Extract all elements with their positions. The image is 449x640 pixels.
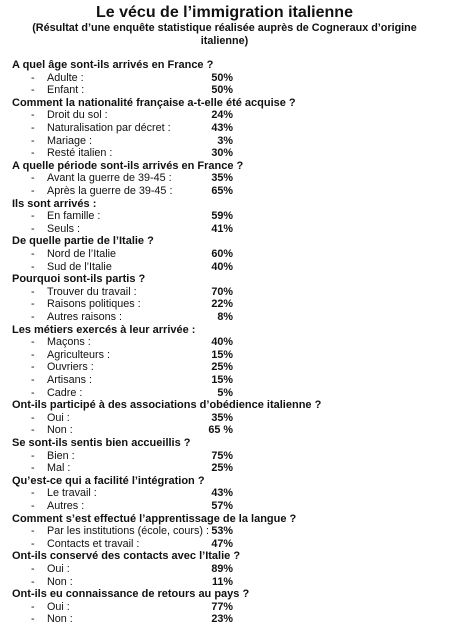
bullet-dash: - <box>31 185 35 197</box>
bullet-dash: - <box>31 210 35 223</box>
bullet-dash: - <box>31 424 35 437</box>
question-heading: Comment la nationalité française a-t-elle été acquise ? <box>12 96 296 109</box>
answer-label: Autres raisons : <box>47 311 123 323</box>
answer-percentage: 25% <box>211 361 233 374</box>
answer-label: Non : <box>47 613 73 626</box>
answer-percentage: 70% <box>211 285 233 298</box>
answer-row <box>0 248 449 261</box>
bullet-dash: - <box>31 600 35 613</box>
answer-label: Par les institutions (école, cours) : <box>47 525 210 538</box>
answer-label: Non : <box>47 424 73 437</box>
answer-label: Agriculteurs : <box>47 348 111 361</box>
question-heading: Comment s’est effectué l’apprentissage de la langue ? <box>12 512 297 525</box>
bullet-dash: - <box>31 575 35 588</box>
answer-row <box>0 563 449 576</box>
bullet-dash: - <box>31 361 35 374</box>
answer-percentage: 35% <box>211 411 233 424</box>
answer-row <box>0 135 449 148</box>
answer-label: Cadre : <box>47 386 83 399</box>
bullet-dash: - <box>31 386 35 399</box>
answer-label: Sud de l’Italie <box>47 260 112 273</box>
answer-percentage: 60% <box>211 248 233 260</box>
answer-row <box>0 336 449 349</box>
answer-label: Trouver du travail : <box>47 285 137 298</box>
answer-row <box>0 487 449 500</box>
question-heading: Pourquoi sont-ils partis ? <box>12 273 146 286</box>
answer-row <box>0 147 449 160</box>
answer-percentage: 40% <box>211 336 233 349</box>
bullet-dash: - <box>31 449 35 462</box>
answer-row <box>0 361 449 374</box>
answer-row <box>0 261 449 274</box>
answer-percentage: 11% <box>211 575 233 588</box>
answer-row <box>0 84 449 97</box>
answer-label: Autres : <box>47 500 85 512</box>
answer-row <box>0 286 449 299</box>
bullet-dash: - <box>31 109 35 122</box>
subtitle-line-2: italienne) <box>200 35 249 47</box>
answer-percentage: 5% <box>217 386 233 399</box>
answer-label: Artisans : <box>47 374 93 386</box>
bullet-dash: - <box>31 222 35 235</box>
bullet-dash: - <box>31 285 35 298</box>
answer-row <box>0 538 449 551</box>
bullet-dash: - <box>31 462 35 475</box>
answer-label: Droit du sol : <box>47 109 108 122</box>
answer-percentage: 77% <box>211 600 233 613</box>
bullet-dash: - <box>31 613 35 626</box>
answer-percentage: 59% <box>211 210 233 223</box>
question-heading: Qu’est-ce qui a facilité l’intégration ? <box>12 474 205 487</box>
answer-percentage: 24% <box>211 109 233 122</box>
question-heading: Se sont-ils sentis bien accueillis ? <box>12 437 191 449</box>
question-heading: Ils sont arrivés : <box>12 197 97 210</box>
bullet-dash: - <box>31 411 35 424</box>
answer-percentage: 65 % <box>208 424 233 437</box>
answer-percentage: 50% <box>211 84 233 97</box>
answer-row <box>0 462 449 475</box>
answer-percentage: 30% <box>211 147 233 160</box>
bullet-dash: - <box>31 172 35 185</box>
question-heading: A quelle période sont-ils arrivés en France ? <box>12 159 244 172</box>
answer-label: Raisons politiques : <box>47 298 141 311</box>
answer-row <box>0 424 449 437</box>
answer-row <box>0 311 449 324</box>
answer-row <box>0 298 449 311</box>
bullet-dash: - <box>31 374 35 386</box>
answer-percentage: 75% <box>211 449 233 462</box>
answer-row <box>0 500 449 513</box>
answer-row <box>0 185 449 198</box>
question-heading: De quelle partie de l’Italie ? <box>12 235 154 248</box>
answer-row <box>0 172 449 185</box>
answer-row <box>0 72 449 85</box>
answer-label: Ouvriers : <box>47 361 94 374</box>
answer-label: Nord de l’Italie <box>47 248 117 260</box>
answer-row <box>0 349 449 362</box>
answer-label: Après la guerre de 39-45 : <box>47 185 173 197</box>
answer-percentage: 57% <box>211 500 233 512</box>
answer-percentage: 22% <box>211 298 233 311</box>
question-heading: Ont-ils participé à des associations d’obédience italienne ? <box>12 399 322 412</box>
bullet-dash: - <box>31 563 35 575</box>
answer-percentage: 65% <box>211 185 233 197</box>
answer-row <box>0 109 449 122</box>
answer-label: Naturalisation par décret : <box>47 122 171 134</box>
bullet-dash: - <box>31 348 35 361</box>
answer-label: Enfant : <box>47 84 85 97</box>
bullet-dash: - <box>31 298 35 311</box>
question-heading: Les métiers exercés à leur arrivée : <box>12 323 196 336</box>
answer-percentage: 15% <box>211 374 233 386</box>
answer-percentage: 43% <box>211 487 233 500</box>
bullet-dash: - <box>31 147 35 160</box>
answer-percentage: 25% <box>211 462 233 475</box>
answer-label: Resté italien : <box>47 147 113 160</box>
answer-percentage: 47% <box>211 537 233 550</box>
page-subtitle <box>0 22 449 48</box>
bullet-dash: - <box>31 248 35 260</box>
answer-percentage: 3% <box>217 134 233 147</box>
answer-label: Oui : <box>47 600 70 613</box>
answer-percentage: 43% <box>211 122 233 134</box>
page-title: Le vécu de l’immigration italienne <box>96 4 353 21</box>
subtitle-line-1: (Résultat d’une enquête statistique réalisée auprès de Cogneraux d’origine <box>32 22 417 34</box>
question-heading: A quel âge sont-ils arrivés en France ? <box>12 59 214 71</box>
answer-row <box>0 450 449 463</box>
answer-label: Mariage : <box>47 134 93 147</box>
answer-percentage: 50% <box>211 71 233 84</box>
answer-percentage: 8% <box>217 311 233 323</box>
answer-row <box>0 374 449 387</box>
answer-row <box>0 613 449 626</box>
answer-percentage: 53% <box>211 525 233 538</box>
answer-label: Avant la guerre de 39-45 : <box>47 172 172 185</box>
bullet-dash: - <box>31 525 35 538</box>
answer-label: Oui : <box>47 411 70 424</box>
bullet-dash: - <box>31 84 35 97</box>
bullet-dash: - <box>31 134 35 147</box>
answer-row <box>0 601 449 614</box>
bullet-dash: - <box>31 537 35 550</box>
answer-label: Non : <box>47 575 73 588</box>
answer-percentage: 41% <box>211 222 233 235</box>
bullet-dash: - <box>31 260 35 273</box>
answer-percentage: 15% <box>211 348 233 361</box>
answer-label: Seuls : <box>47 222 81 235</box>
question-heading: Ont-ils eu connaissance de retours au pays ? <box>12 588 250 601</box>
answer-label: Adulte : <box>47 71 84 84</box>
answer-label: Maçons : <box>47 336 91 349</box>
answer-row <box>0 576 449 589</box>
answer-percentage: 35% <box>211 172 233 185</box>
answer-label: Le travail : <box>47 487 97 500</box>
bullet-dash: - <box>31 122 35 134</box>
answer-row <box>0 223 449 236</box>
answer-row <box>0 122 449 135</box>
bullet-dash: - <box>31 487 35 500</box>
answer-row <box>0 387 449 400</box>
question-heading: Ont-ils conservé des contacts avec l’Italie ? <box>12 550 241 563</box>
answer-label: Contacts et travail : <box>47 537 140 550</box>
answer-percentage: 89% <box>211 563 233 575</box>
answer-label: Mal : <box>47 462 71 475</box>
answer-row <box>0 412 449 425</box>
answer-row <box>0 525 449 538</box>
answer-percentage: 23% <box>211 613 233 626</box>
bullet-dash: - <box>31 336 35 349</box>
bullet-dash: - <box>31 500 35 512</box>
answer-row <box>0 210 449 223</box>
bullet-dash: - <box>31 311 35 323</box>
answer-label: Oui : <box>47 563 70 575</box>
bullet-dash: - <box>31 71 35 84</box>
answer-label: En famille : <box>47 210 101 223</box>
answer-label: Bien : <box>47 449 75 462</box>
answer-percentage: 40% <box>211 260 233 273</box>
